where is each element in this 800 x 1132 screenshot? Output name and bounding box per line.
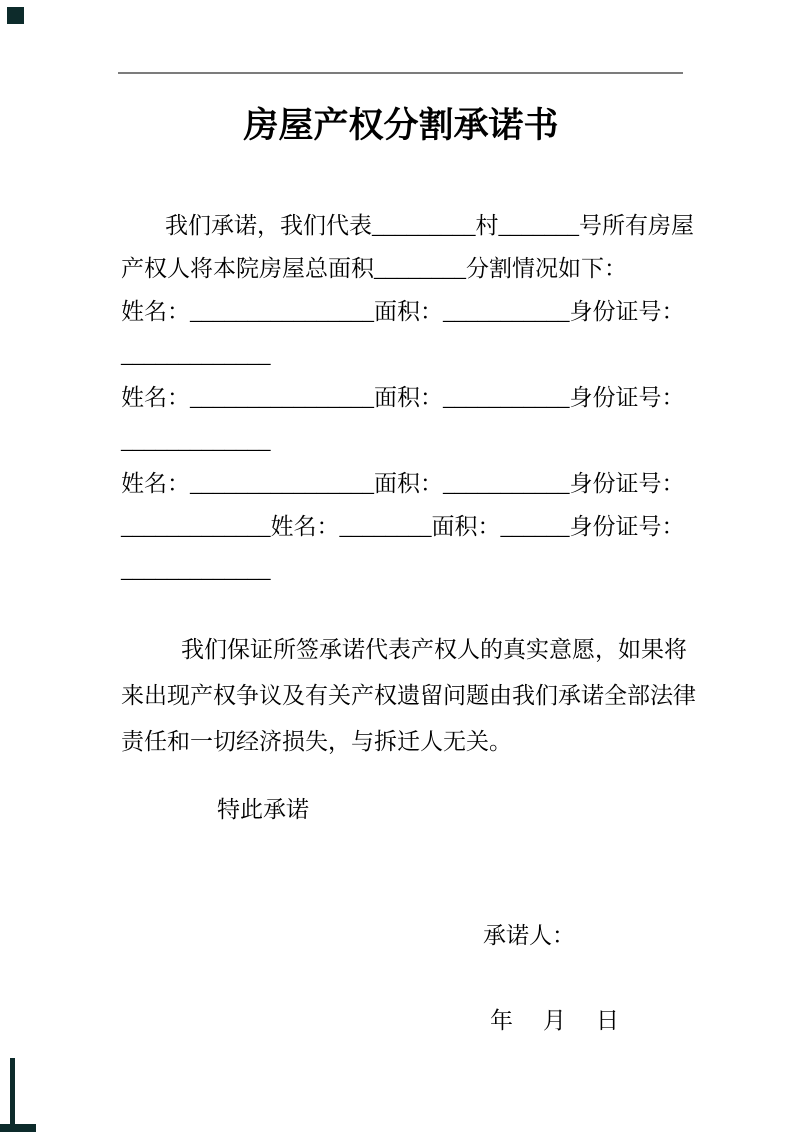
border-mark-bottom-left-horizontal xyxy=(0,1124,36,1132)
corner-mark-top-left xyxy=(7,7,24,24)
owner-row-2-continuation: _____________ xyxy=(121,428,271,453)
border-mark-bottom-left-vertical xyxy=(10,1058,15,1132)
header-rule xyxy=(118,72,683,74)
para1-line1: 我们承诺，我们代表_________村_______号所有房屋 xyxy=(165,213,694,238)
para2-line1: 我们保证所签承诺代表产权人的真实意愿，如果将 xyxy=(181,637,687,662)
owner-row-4-continuation: _____________ xyxy=(121,557,271,582)
owner-row-2: 姓名：________________面积：___________身份证号： xyxy=(121,385,685,410)
para1-line2: 产权人将本院房屋总面积________分割情况如下： xyxy=(121,256,627,281)
signature-label: 承诺人： xyxy=(483,923,575,948)
date-line: 年 月 日 xyxy=(490,1008,623,1033)
owner-row-4-inline: _____________姓名：________面积：______身份证号： xyxy=(121,514,685,539)
para2-line2: 来出现产权争议及有关产权遗留问题由我们承诺全部法律 xyxy=(121,683,696,708)
owner-row-1-continuation: _____________ xyxy=(121,342,271,367)
page-title: 房屋产权分割承诺书 xyxy=(243,106,559,145)
owner-row-3: 姓名：________________面积：___________身份证号： xyxy=(121,471,685,496)
closing-statement: 特此承诺 xyxy=(217,797,309,822)
owner-row-1: 姓名：________________面积：___________身份证号： xyxy=(121,299,685,324)
para2-line3: 责任和一切经济损失，与拆迁人无关。 xyxy=(121,729,512,754)
